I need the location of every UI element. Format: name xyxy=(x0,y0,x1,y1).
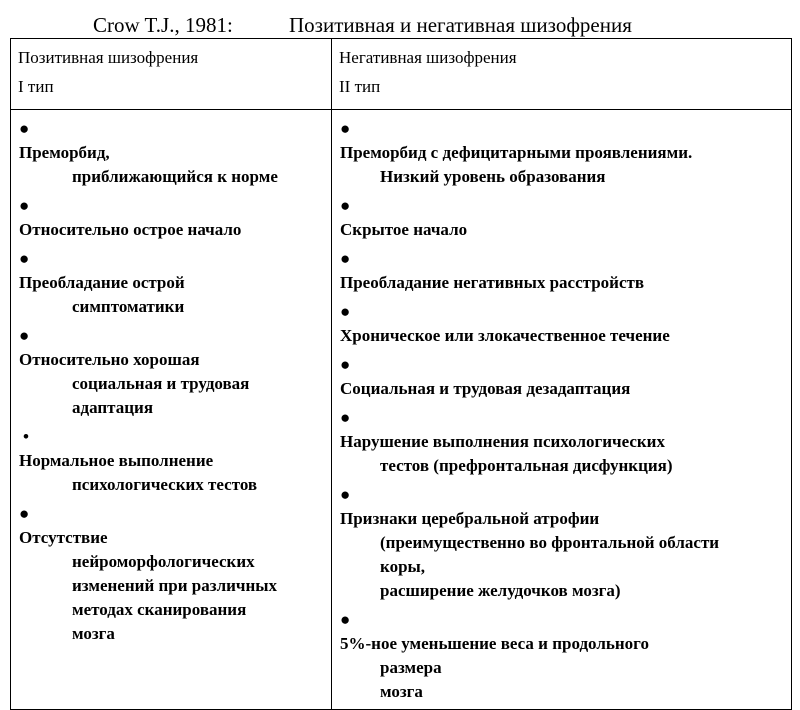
right-item-line: ● Хроническое или злокачественное течение xyxy=(340,300,791,348)
bullet-icon: • xyxy=(23,427,29,446)
right-item-line: тестов (префронтальная дисфункция) xyxy=(380,456,673,475)
left-list-item xyxy=(19,502,331,646)
left-header-name: Позитивная шизофрения xyxy=(18,48,199,67)
right-list-item xyxy=(340,353,791,401)
left-item-line: приближающийся к норме xyxy=(72,167,278,186)
right-list-item xyxy=(340,300,791,348)
right-list-item xyxy=(340,247,791,295)
title-author: Crow T.J., 1981: xyxy=(93,13,233,37)
left-body-cell xyxy=(11,110,332,710)
bullet-icon: ● xyxy=(19,196,30,215)
left-item-line: изменений при различных xyxy=(72,576,278,595)
left-item-list xyxy=(11,110,331,646)
right-list-item xyxy=(340,608,791,704)
right-item-line: размера xyxy=(380,658,442,677)
bullet-icon: ● xyxy=(340,408,351,427)
left-list-item xyxy=(19,425,331,497)
right-item-line: расширение желудочков мозга) xyxy=(380,581,621,600)
bullet-icon: ● xyxy=(340,249,351,268)
left-item-line: методах сканирования xyxy=(72,600,247,619)
left-item-line: • Нормальное выполнение xyxy=(19,425,331,473)
left-list-item xyxy=(19,324,331,420)
left-item-line: симптоматики xyxy=(72,297,185,316)
right-list-item xyxy=(340,117,791,189)
left-item-line: адаптация xyxy=(72,398,154,417)
right-item-line: (преимущественно во фронтальной области xyxy=(380,533,720,552)
left-item-line: ● Преморбид, xyxy=(19,117,331,165)
right-item-line: ● Признаки церебральной атрофии xyxy=(340,483,791,531)
bullet-icon: ● xyxy=(340,119,351,138)
right-body-cell xyxy=(332,110,792,710)
right-item-line: ● Скрытое начало xyxy=(340,194,791,242)
left-item-line: мозга xyxy=(72,624,115,643)
right-item-line: ● Социальная и трудовая дезадаптация xyxy=(340,353,791,401)
right-item-line: ● Нарушение выполнения психологических xyxy=(340,406,791,454)
bullet-icon: ● xyxy=(19,249,30,268)
right-item-line: мозга xyxy=(380,682,423,701)
bullet-icon: ● xyxy=(340,196,351,215)
title-heading: Позитивная и негативная шизофрения xyxy=(289,13,632,37)
bullet-icon: ● xyxy=(340,355,351,374)
left-list-item xyxy=(19,117,331,189)
bullet-icon: ● xyxy=(19,326,30,345)
left-item-line: психологических тестов xyxy=(72,475,258,494)
right-item-line: коры, xyxy=(380,557,426,576)
left-header-type: I тип xyxy=(18,77,54,96)
right-list-item xyxy=(340,194,791,242)
bullet-icon: ● xyxy=(19,119,30,138)
bullet-icon: ● xyxy=(340,610,351,629)
bullet-icon: ● xyxy=(19,504,30,523)
left-item-line: ● Преобладание острой xyxy=(19,247,331,295)
right-item-line: ● Преморбид с дефицитарными проявлениями. xyxy=(340,117,791,165)
right-item-line: Низкий уровень образования xyxy=(380,167,606,186)
bullet-icon: ● xyxy=(340,302,351,321)
right-item-line: ● 5%-ное уменьшение веса и продольного xyxy=(340,608,791,656)
right-item-list xyxy=(332,110,791,704)
left-item-line: ● Относительно хорошая xyxy=(19,324,331,372)
right-list-item xyxy=(340,406,791,478)
comparison-table xyxy=(10,38,792,710)
left-item-line: социальная и трудовая xyxy=(72,374,250,393)
header-row xyxy=(11,39,792,110)
left-item-line: ● Отсутствие xyxy=(19,502,331,550)
left-item-line: ● Относительно острое начало xyxy=(19,194,331,242)
right-header-cell xyxy=(332,39,792,110)
right-list-item xyxy=(340,483,791,603)
left-list-item xyxy=(19,247,331,319)
left-list-item xyxy=(19,194,331,242)
right-header-name: Негативная шизофрения xyxy=(339,48,517,67)
body-row xyxy=(11,110,792,710)
left-header-cell xyxy=(11,39,332,110)
bullet-icon: ● xyxy=(340,485,351,504)
right-item-line: ● Преобладание негативных расстройств xyxy=(340,247,791,295)
right-header-type: II тип xyxy=(339,77,381,96)
left-item-line: нейроморфологических xyxy=(72,552,255,571)
